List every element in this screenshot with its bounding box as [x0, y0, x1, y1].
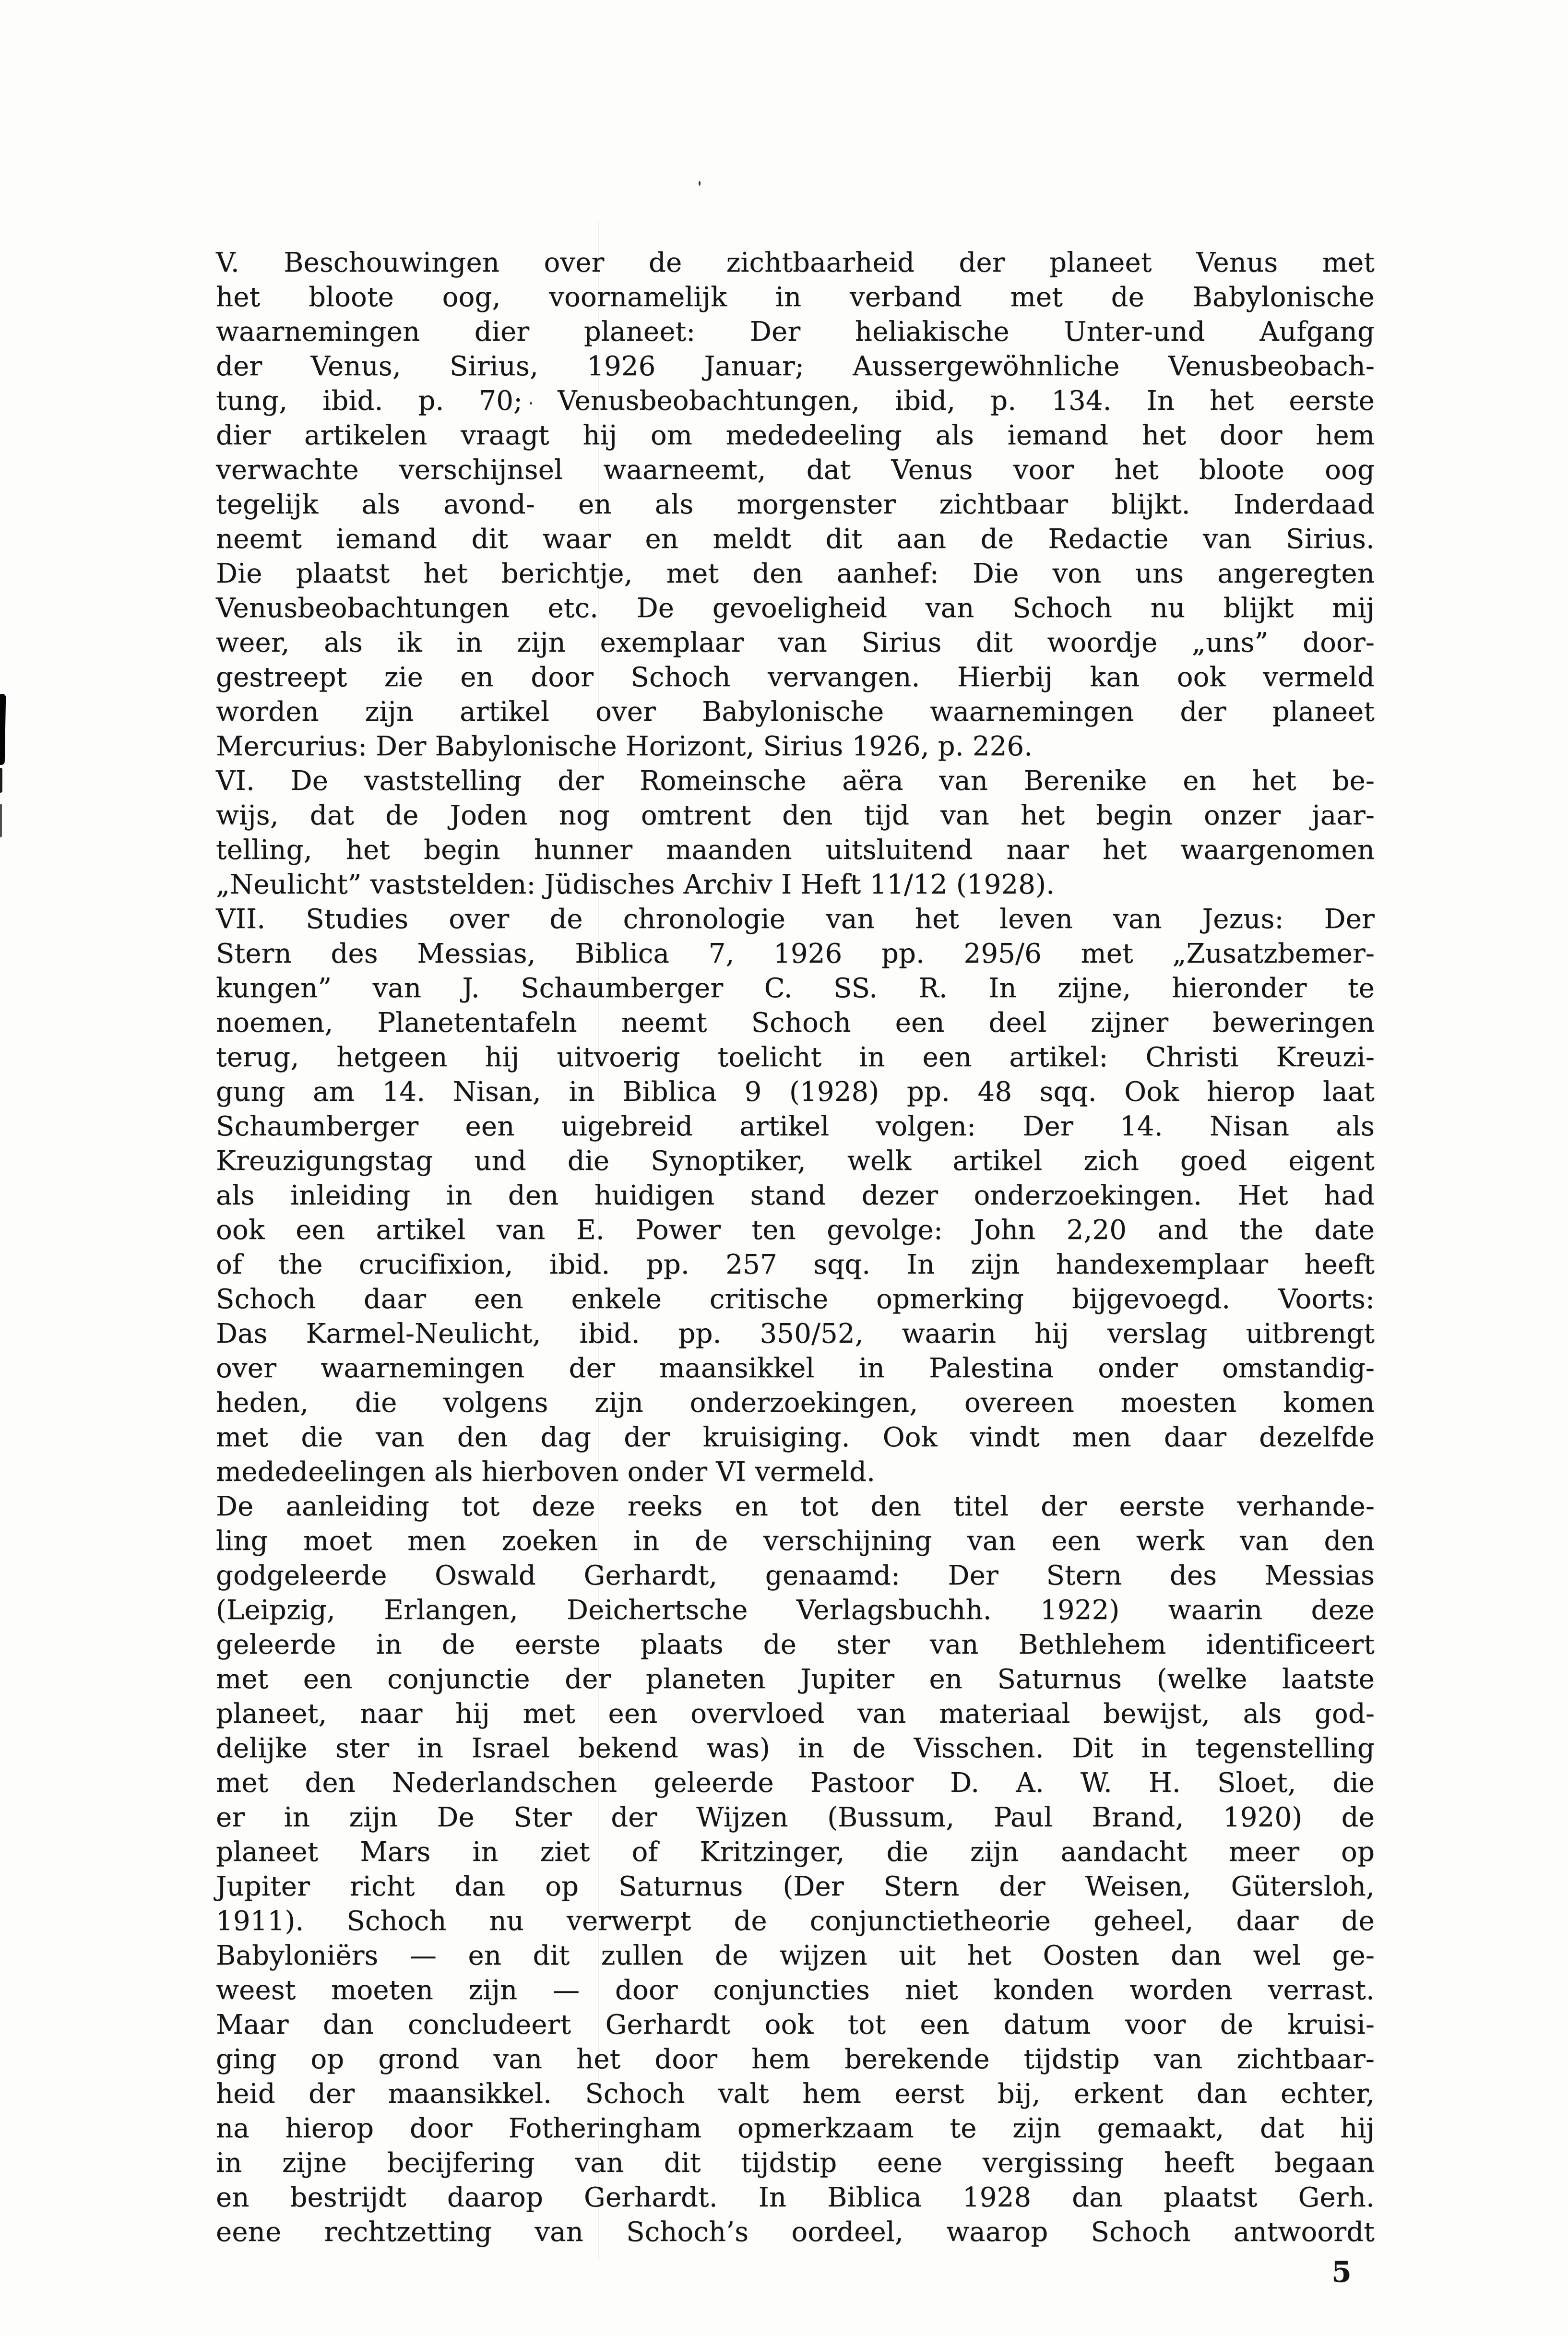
- text-line: ook een artikel van E. Power ten gevolge: John 2,20 and the date: [216, 1215, 1375, 1246]
- text-line: kungen” van J. Schaumberger C. SS. R. In zijne, hieronder te: [216, 973, 1375, 1004]
- text-line: met den Nederlandschen geleerde Pastoor D. A. W. H. Sloet, die: [216, 1767, 1375, 1799]
- text-line: als inleiding in den huidigen stand dezer onderzoekingen. Het had: [216, 1180, 1375, 1211]
- text-line: Babyloniërs — en dit zullen de wijzen uit het Oosten dan wel ge-: [216, 1940, 1375, 1971]
- text-line: over waarnemingen der maansikkel in Palestina onder omstandig-: [216, 1353, 1375, 1384]
- text-line: „Neulicht” vaststelden: Jüdisches Archiv I Heft 11/12 (1928).: [216, 869, 1055, 900]
- text-line: planeet, naar hij met een overvloed van materiaal bewijst, als god-: [216, 1698, 1375, 1729]
- text-line: waarnemingen dier planeet: Der heliakische Unter-und Aufgang: [216, 316, 1375, 347]
- text-line: het bloote oog, voornamelijk in verband met de Babylonische: [216, 282, 1375, 313]
- text-line: Venusbeobachtungen etc. De gevoeligheid van Schoch nu blijkt mij: [216, 593, 1375, 624]
- text-line: VII. Studies over de chronologie van het leven van Jezus: Der: [216, 904, 1375, 935]
- text-line: delijke ster in Israel bekend was) in de Visschen. Dit in tegenstelling: [216, 1733, 1375, 1764]
- text-block: [216, 246, 1375, 2250]
- text-line: worden zijn artikel over Babylonische waarnemingen der planeet: [216, 696, 1375, 727]
- text-line: De aanleiding tot deze reeks en tot den titel der eerste verhande-: [216, 1491, 1375, 1522]
- left-margin-ink-artifact: [0, 804, 2, 837]
- text-line: weest moeten zijn — door conjuncties niet konden worden verrast.: [216, 1975, 1375, 2006]
- text-line: neemt iemand dit waar en meldt dit aan de Redactie van Sirius.: [216, 524, 1375, 555]
- text-line: Stern des Messias, Biblica 7, 1926 pp. 295/6 met „Zusatzbemer-: [216, 938, 1375, 969]
- text-line: en bestrijdt daarop Gerhardt. In Biblica 1928 dan plaatst Gerh.: [216, 2182, 1375, 2213]
- text-line: planeet Mars in ziet of Kritzinger, die zijn aandacht meer op: [216, 1836, 1375, 1868]
- text-line: geleerde in de eerste plaats de ster van Bethlehem identificeert: [216, 1629, 1375, 1660]
- text-line: dier artikelen vraagt hij om mededeeling als iemand het door hem: [216, 420, 1375, 451]
- text-line: V. Beschouwingen over de zichtbaarheid der planeet Venus met: [216, 247, 1375, 278]
- text-line: of the crucifixion, ibid. pp. 257 sqq. In zijn handexemplaar heeft: [216, 1249, 1375, 1280]
- text-line: met die van den dag der kruisiging. Ook vindt men daar dezelfde: [216, 1422, 1375, 1453]
- text-line: Die plaatst het berichtje, met den aanhef: Die von uns angeregten: [216, 558, 1375, 589]
- left-margin-ink-artifact: [0, 768, 2, 793]
- text-line: mededeelingen als hierboven onder VI vermeld.: [216, 1456, 876, 1488]
- text-line: Mercurius: Der Babylonische Horizont, Sirius 1926, p. 226.: [216, 731, 1033, 762]
- text-line: verwachte verschijnsel waarneemt, dat Venus voor het bloote oog: [216, 454, 1375, 486]
- text-line: Schoch daar een enkele critische opmerking bijgevoegd. Voorts:: [216, 1284, 1375, 1315]
- text-line: noemen, Planetentafeln neemt Schoch een deel zijner beweringen: [216, 1007, 1375, 1038]
- left-margin-ink-artifact: [0, 694, 6, 765]
- text-line: der Venus, Sirius, 1926 Januar; Aussergewöhnliche Venusbeobach-: [216, 351, 1375, 382]
- text-line: VI. De vaststelling der Romeinsche aëra van Berenike en het be-: [216, 765, 1375, 797]
- text-line: Schaumberger een uigebreid artikel volgen: Der 14. Nisan als: [216, 1111, 1375, 1142]
- text-line: tegelijk als avond- en als morgenster zichtbaar blijkt. Inderdaad: [216, 489, 1375, 520]
- text-line: gung am 14. Nisan, in Biblica 9 (1928) pp. 48 sqq. Ook hierop laat: [216, 1076, 1375, 1108]
- text-line: heid der maansikkel. Schoch valt hem eerst bij, erkent dan echter,: [216, 2078, 1375, 2110]
- text-line: Kreuzigungstag und die Synoptiker, welk artikel zich goed eigent: [216, 1145, 1375, 1177]
- text-line: met een conjunctie der planeten Jupiter en Saturnus (welke laatste: [216, 1664, 1375, 1695]
- text-line: in zijne becijfering van dit tijdstip eene vergissing heeft begaan: [216, 2147, 1375, 2179]
- text-line: 1911). Schoch nu verwerpt de conjunctietheorie geheel, daar de: [216, 1906, 1375, 1937]
- text-line: telling, het begin hunner maanden uitsluitend naar het waargenomen: [216, 834, 1375, 866]
- text-line: Jupiter richt dan op Saturnus (Der Stern der Weisen, Gütersloh,: [216, 1871, 1375, 1902]
- text-line: gestreept zie en door Schoch vervangen. Hierbij kan ook vermeld: [216, 662, 1375, 693]
- text-line: ling moet men zoeken in de verschijning van een werk van den: [216, 1526, 1375, 1557]
- text-line: Das Karmel-Neulicht, ibid. pp. 350/52, waarin hij verslag uitbrengt: [216, 1318, 1375, 1349]
- text-line: Maar dan concludeert Gerhardt ook tot een datum voor de kruisi-: [216, 2009, 1375, 2040]
- text-line: wijs, dat de Joden nog omtrent den tijd van het begin onzer jaar-: [216, 800, 1375, 831]
- dust-speck: [699, 181, 701, 186]
- text-line: weer, als ik in zijn exemplaar van Sirius dit woordje „uns” door-: [216, 627, 1375, 658]
- text-line: terug, hetgeen hij uitvoerig toelicht in een artikel: Christi Kreuzi-: [216, 1042, 1375, 1073]
- text-line: (Leipzig, Erlangen, Deichertsche Verlagsbuchh. 1922) waarin deze: [216, 1595, 1375, 1626]
- text-line: ging op grond van het door hem berekende tijdstip van zichtbaar-: [216, 2044, 1375, 2075]
- text-line: er in zijn De Ster der Wijzen (Bussum, Paul Brand, 1920) de: [216, 1802, 1375, 1833]
- text-line: godgeleerde Oswald Gerhardt, genaamd: Der Stern des Messias: [216, 1560, 1375, 1591]
- page-number: 5: [1331, 2255, 1352, 2289]
- text-line: tung, ibid. p. 70; Venusbeobachtungen, ibid, p. 134. In het eerste: [216, 385, 1375, 417]
- text-line: eene rechtzetting van Schoch’s oordeel, waarop Schoch antwoordt: [216, 2217, 1375, 2248]
- text-line: na hierop door Fotheringham opmerkzaam te zijn gemaakt, dat hij: [216, 2113, 1375, 2144]
- text-line: heden, die volgens zijn onderzoekingen, overeen moesten komen: [216, 1387, 1375, 1418]
